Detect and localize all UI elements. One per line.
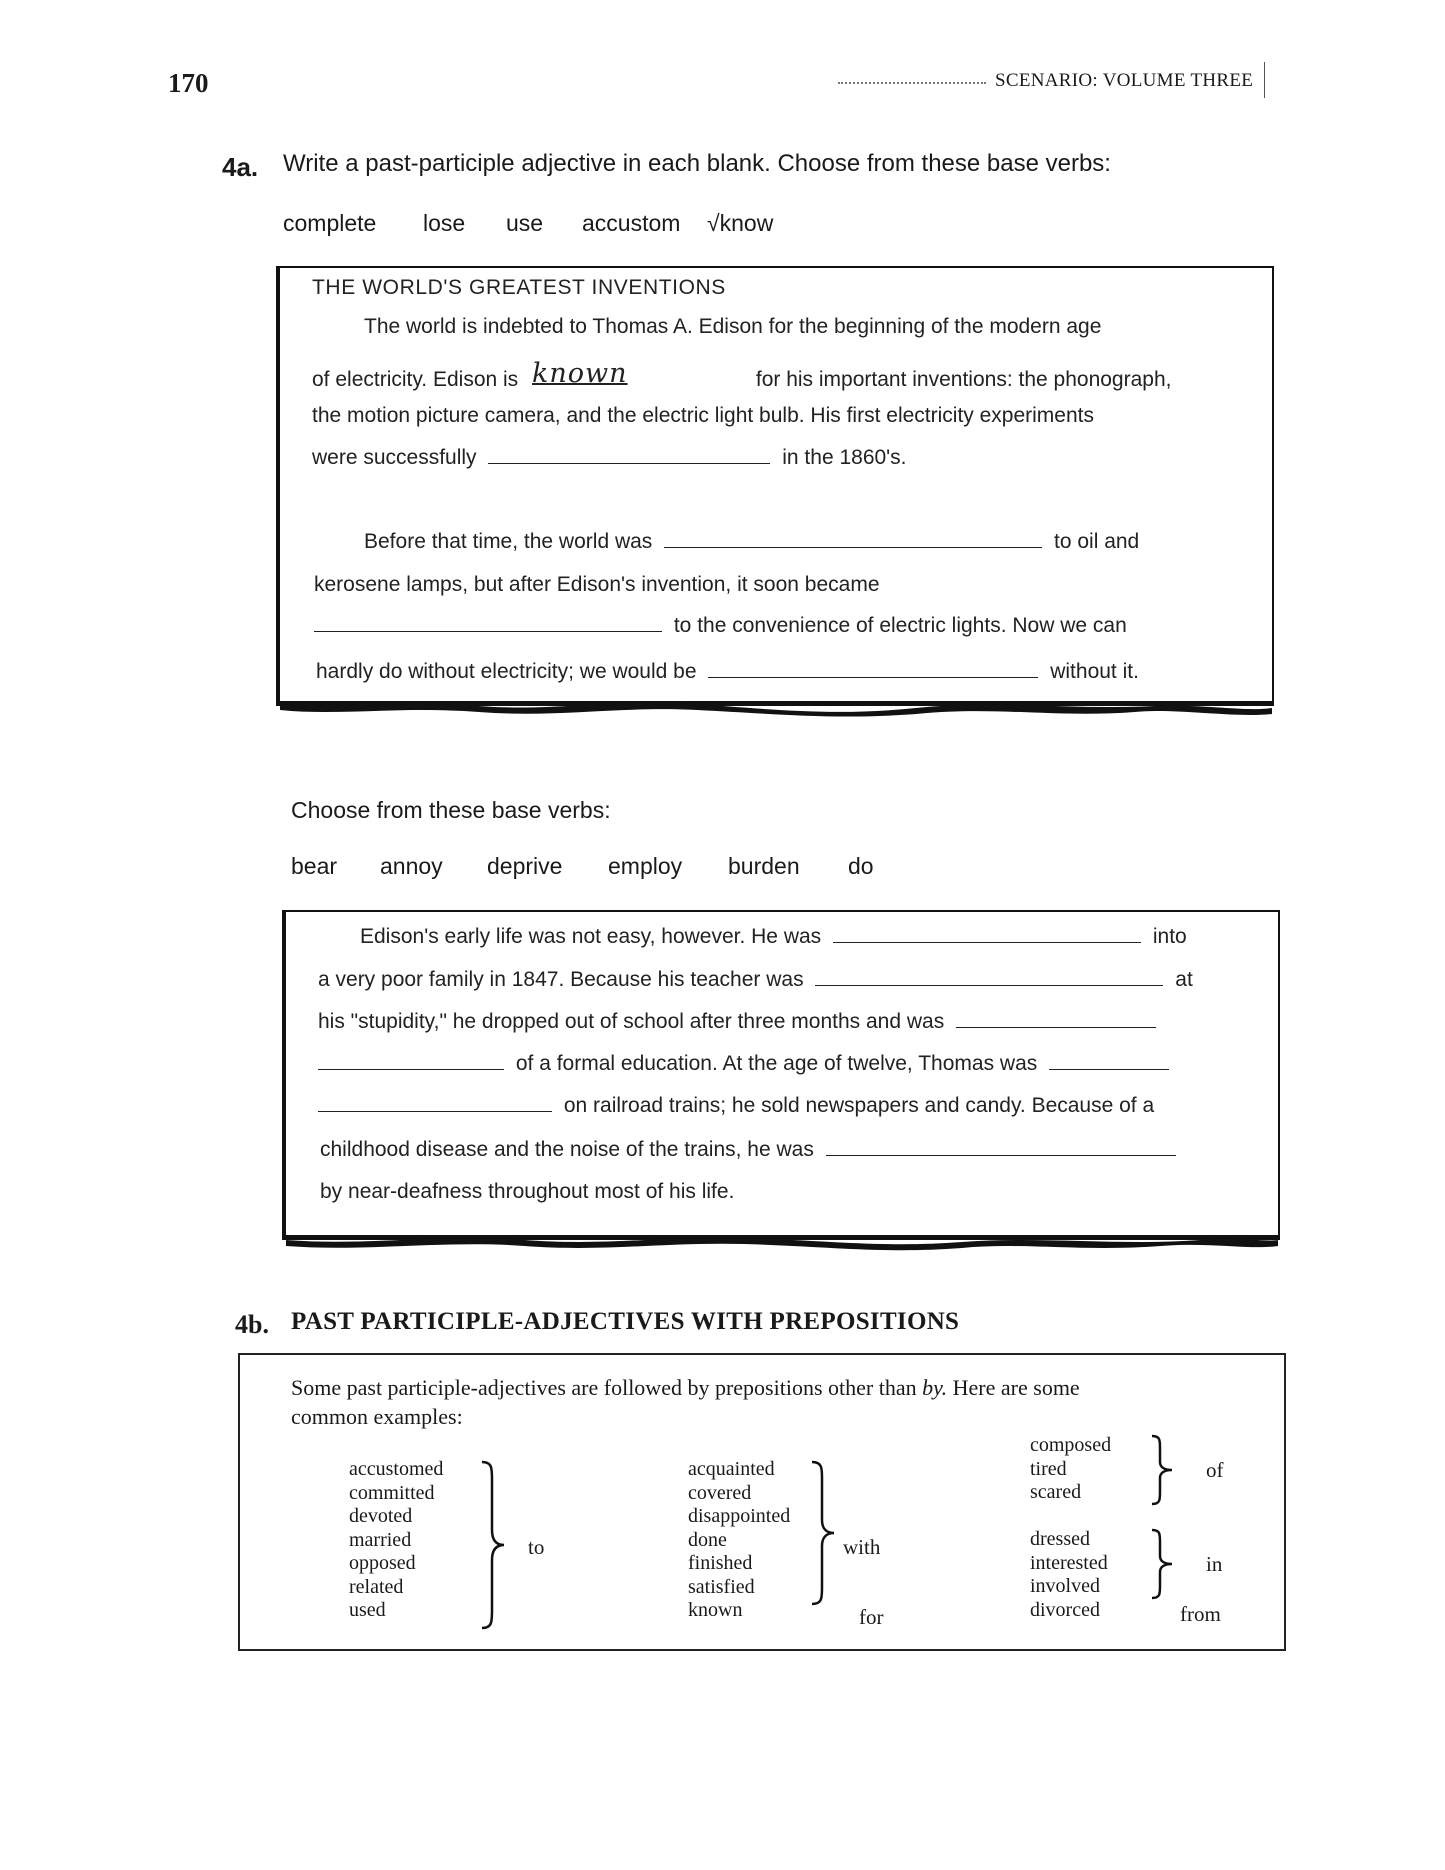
- passage-heading: THE WORLD'S GREATEST INVENTIONS: [312, 276, 726, 299]
- base-verb: burden: [728, 853, 800, 879]
- answer-blank[interactable]: [826, 1139, 1176, 1156]
- word-item: married: [349, 1528, 412, 1551]
- passage-text: into: [1152, 925, 1187, 948]
- answer-blank[interactable]: [956, 1011, 1156, 1028]
- word-item: acquainted: [688, 1458, 775, 1480]
- exercise-4b-title: PAST PARTICIPLE-ADJECTIVES WITH PREPOSITIONS: [291, 1308, 960, 1335]
- passage-line: [360, 925, 1187, 949]
- answer-blank[interactable]: [318, 1095, 552, 1112]
- passage-text: at: [1175, 968, 1193, 991]
- passage-text: Before that time, the world was: [364, 530, 653, 553]
- passage-text: a very poor family in 1847. Because his teacher was: [318, 968, 804, 991]
- answer-blank[interactable]: [664, 531, 1042, 548]
- word-group-of: [1030, 1434, 1111, 1505]
- passage-text: of electricity. Edison is: [312, 368, 519, 391]
- passage-line: by near-deafness throughout most of his life.: [320, 1180, 735, 1203]
- word-group-to: [349, 1458, 443, 1623]
- torn-edge: [286, 1230, 1278, 1254]
- word-item: opposed: [349, 1552, 416, 1574]
- preposition-from: from: [1180, 1602, 1221, 1626]
- passage-text: were successfully: [312, 446, 477, 469]
- word-group-with: [688, 1458, 790, 1623]
- passage-line: The world is indebted to Thomas A. Edison for the beginning of the modern age: [364, 315, 1102, 338]
- word-item: satisfied: [688, 1575, 755, 1598]
- passage-text: for his important inventions: the phonograph,: [755, 368, 1172, 391]
- word-item: dressed: [1030, 1528, 1090, 1550]
- answer-blank[interactable]: [1049, 1053, 1169, 1070]
- preposition-of: of: [1206, 1458, 1224, 1482]
- word-item: known: [688, 1599, 743, 1621]
- word-item: done: [688, 1528, 727, 1551]
- passage-text: without it.: [1050, 660, 1139, 683]
- passage-line: [316, 660, 1139, 684]
- running-head: SCENARIO: VOLUME THREE: [995, 70, 1254, 91]
- passage-line: kerosene lamps, but after Edison's invention, it soon became: [314, 573, 880, 596]
- preposition-to: to: [528, 1535, 545, 1559]
- header-vertical-rule: [1264, 62, 1265, 98]
- passage-text: his "stupidity," he dropped out of school after three months and was: [318, 1010, 945, 1033]
- base-verb: do: [848, 853, 874, 879]
- passage-line: [318, 1010, 1162, 1034]
- preposition-with: with: [843, 1535, 881, 1559]
- base-verb: use: [506, 210, 544, 236]
- base-verb: employ: [608, 853, 683, 879]
- word-item: disappointed: [688, 1505, 791, 1527]
- exercise-4a-label: 4a.: [222, 152, 259, 182]
- right-brace-in: [1148, 1528, 1176, 1600]
- right-brace-to: [478, 1460, 508, 1630]
- word-item: related: [349, 1575, 404, 1598]
- preposition-in: in: [1206, 1552, 1223, 1576]
- word-item: committed: [349, 1481, 435, 1504]
- word-item: devoted: [349, 1505, 413, 1527]
- examples-intro-line-2: common examples:: [291, 1404, 463, 1429]
- passage-line: [312, 358, 1172, 393]
- word-item: accustomed: [349, 1458, 444, 1480]
- passage-text: on railroad trains; he sold newspapers and candy. Because of a: [563, 1094, 1155, 1117]
- answer-blank[interactable]: [815, 969, 1163, 986]
- answer-blank[interactable]: [318, 1053, 504, 1070]
- passage-text: to oil and: [1054, 530, 1140, 553]
- preposition-for: for: [859, 1605, 884, 1629]
- base-verb: lose: [423, 210, 466, 236]
- intro-by: by.: [922, 1375, 948, 1400]
- word-group-in: [1030, 1528, 1108, 1622]
- passage-line: [318, 1094, 1154, 1118]
- base-verb: annoy: [380, 853, 443, 879]
- answer-blank[interactable]: [488, 447, 770, 464]
- base-verb: bear: [291, 853, 338, 879]
- word-item: finished: [688, 1552, 753, 1574]
- passage-line: [314, 614, 1127, 638]
- right-brace-of: [1148, 1434, 1176, 1506]
- answer-blank[interactable]: [708, 661, 1038, 678]
- word-item: involved: [1030, 1575, 1100, 1597]
- word-item: composed: [1030, 1434, 1112, 1456]
- handwritten-answer-known: known: [532, 358, 628, 389]
- right-brace-with: [808, 1460, 838, 1606]
- answer-blank[interactable]: [314, 615, 662, 632]
- word-item: divorced: [1030, 1598, 1100, 1621]
- base-verb-checked: √know: [707, 210, 774, 236]
- passage-line: [364, 530, 1139, 554]
- word-item: used: [349, 1599, 386, 1621]
- intro-text: Here are some: [952, 1375, 1080, 1400]
- word-item: covered: [688, 1481, 752, 1504]
- answer-blank[interactable]: [833, 926, 1141, 943]
- word-item: tired: [1030, 1457, 1067, 1480]
- passage-text: in the 1860's.: [782, 446, 907, 469]
- word-item: scared: [1030, 1481, 1082, 1503]
- passage-line: the motion picture camera, and the electric light bulb. His first electricity experiments: [312, 404, 1094, 427]
- passage-text: Edison's early life was not easy, however. He was: [360, 925, 822, 948]
- passage-line: [312, 446, 907, 470]
- passage-text: of a formal education. At the age of twelve, Thomas was: [515, 1052, 1038, 1075]
- passage-line: [320, 1138, 1182, 1162]
- base-verb: deprive: [487, 853, 563, 879]
- intro-text: Some past participle-adjectives are followed by prepositions other than: [291, 1375, 917, 1400]
- second-instruction: Choose from these base verbs:: [291, 797, 611, 823]
- passage-line: [318, 968, 1193, 992]
- header-dotted-rule: [838, 82, 986, 84]
- base-verb: accustom: [582, 210, 681, 236]
- page-number: 170: [168, 68, 209, 98]
- torn-edge: [280, 696, 1272, 720]
- passage-line: [318, 1052, 1175, 1076]
- passage-text: hardly do without electricity; we would be: [316, 660, 697, 683]
- exercise-4a-instruction: Write a past-participle adjective in each blank. Choose from these base verbs:: [283, 150, 1111, 177]
- word-item: interested: [1030, 1551, 1108, 1574]
- passage-text: to the convenience of electric lights. Now we can: [673, 614, 1127, 637]
- examples-intro-line-1: [291, 1375, 1080, 1401]
- exercise-4b-label: 4b.: [235, 1310, 269, 1339]
- base-verb: complete: [283, 210, 377, 236]
- passage-text: childhood disease and the noise of the trains, he was: [320, 1138, 814, 1161]
